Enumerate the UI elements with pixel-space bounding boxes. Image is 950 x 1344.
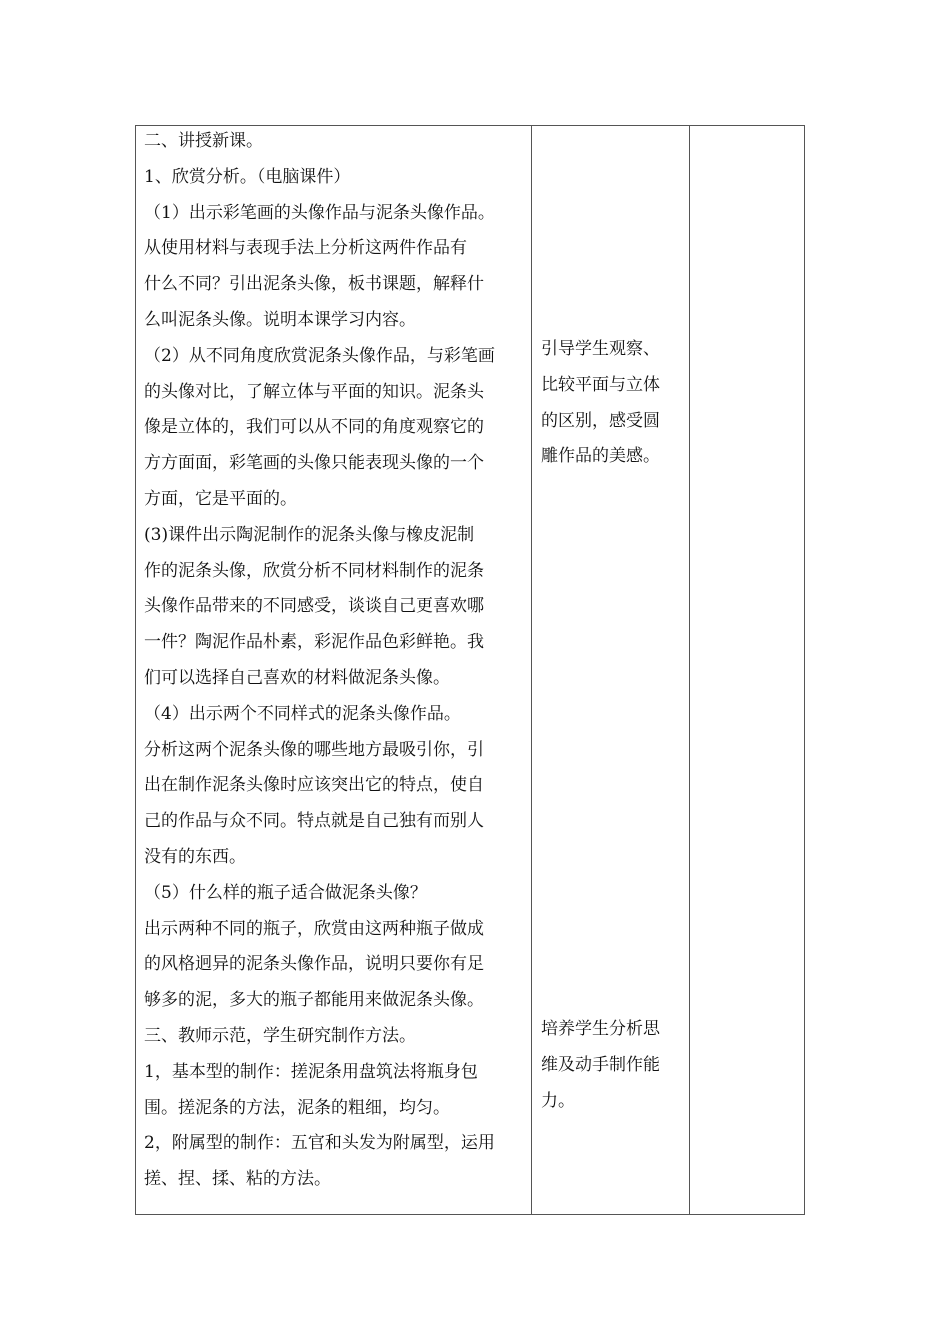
text-line: 么叫泥条头像。说明本课学习内容。 xyxy=(144,309,416,330)
text-line: 三、教师示范，学生研究制作方法。 xyxy=(144,1025,416,1046)
note-line: 引导学生观察、 xyxy=(541,339,660,359)
note-line: 维及动手制作能 xyxy=(541,1054,660,1075)
text-line: 的风格迥异的泥条头像作品，说明只要你有足 xyxy=(144,954,484,975)
column-divider-1 xyxy=(531,126,532,1214)
text-line: 一件？陶泥作品朴素，彩泥作品色彩鲜艳。我 xyxy=(144,632,484,653)
text-line: （1）出示彩笔画的头像作品与泥条头像作品。 xyxy=(144,202,495,223)
text-line: 二、讲授新课。 xyxy=(144,131,263,151)
text-line: 没有的东西。 xyxy=(144,846,246,867)
text-line: （4）出示两个不同样式的泥条头像作品。 xyxy=(144,703,461,724)
teaching-process-cell xyxy=(144,124,528,1198)
text-line: 围。搓泥条的方法，泥条的粗细，均匀。 xyxy=(144,1097,450,1118)
text-line: （2）从不同角度欣赏泥条头像作品，与彩笔画 xyxy=(144,345,495,366)
text-line: （5）什么样的瓶子适合做泥条头像？ xyxy=(144,882,427,903)
text-line: 作的泥条头像，欣赏分析不同材料制作的泥条 xyxy=(144,560,484,581)
lesson-plan-table xyxy=(135,125,805,1215)
text-line: 头像作品带来的不同感受，谈谈自己更喜欢哪 xyxy=(144,596,484,617)
text-line: 方面，它是平面的。 xyxy=(144,488,297,509)
text-line: 方方面面，彩笔画的头像只能表现头像的一个 xyxy=(144,453,484,474)
note-line: 比较平面与立体 xyxy=(541,374,660,395)
text-line: 分析这两个泥条头像的哪些地方最吸引你，引 xyxy=(144,739,484,760)
note-line: 培养学生分析思 xyxy=(541,1019,660,1039)
text-line: 们可以选择自己喜欢的材料做泥条头像。 xyxy=(144,667,450,688)
design-intent-note-1 xyxy=(541,332,691,475)
text-line: 己的作品与众不同。特点就是自己独有而别人 xyxy=(144,811,484,832)
text-line: (3)课件出示陶泥制作的泥条头像与橡皮泥制 xyxy=(144,524,475,545)
note-line: 力。 xyxy=(541,1090,575,1111)
note-line: 的区别，感受圆 xyxy=(541,410,660,431)
text-line: 什么不同？引出泥条头像，板书课题，解释什 xyxy=(144,274,484,295)
text-line: 1、欣赏分析。（电脑课件） xyxy=(144,166,351,187)
text-line: 出示两种不同的瓶子，欣赏由这两种瓶子做成 xyxy=(144,918,484,939)
text-line: 从使用材料与表现手法上分析这两件作品有 xyxy=(144,238,467,259)
text-line: 出在制作泥条头像时应该突出它的特点，使自 xyxy=(144,775,484,796)
text-line: 2，附属型的制作：五官和头发为附属型，运用 xyxy=(144,1133,495,1154)
text-line: 1，基本型的制作：搓泥条用盘筑法将瓶身包 xyxy=(144,1061,478,1082)
text-line: 的头像对比，了解立体与平面的知识。泥条头 xyxy=(144,381,484,402)
design-intent-note-2 xyxy=(541,1012,691,1119)
text-line: 像是立体的，我们可以从不同的角度观察它的 xyxy=(144,417,484,438)
note-line: 雕作品的美感。 xyxy=(541,446,660,467)
text-line: 够多的泥，多大的瓶子都能用来做泥条头像。 xyxy=(144,990,484,1011)
text-line: 搓、捏、揉、粘的方法。 xyxy=(144,1169,331,1190)
